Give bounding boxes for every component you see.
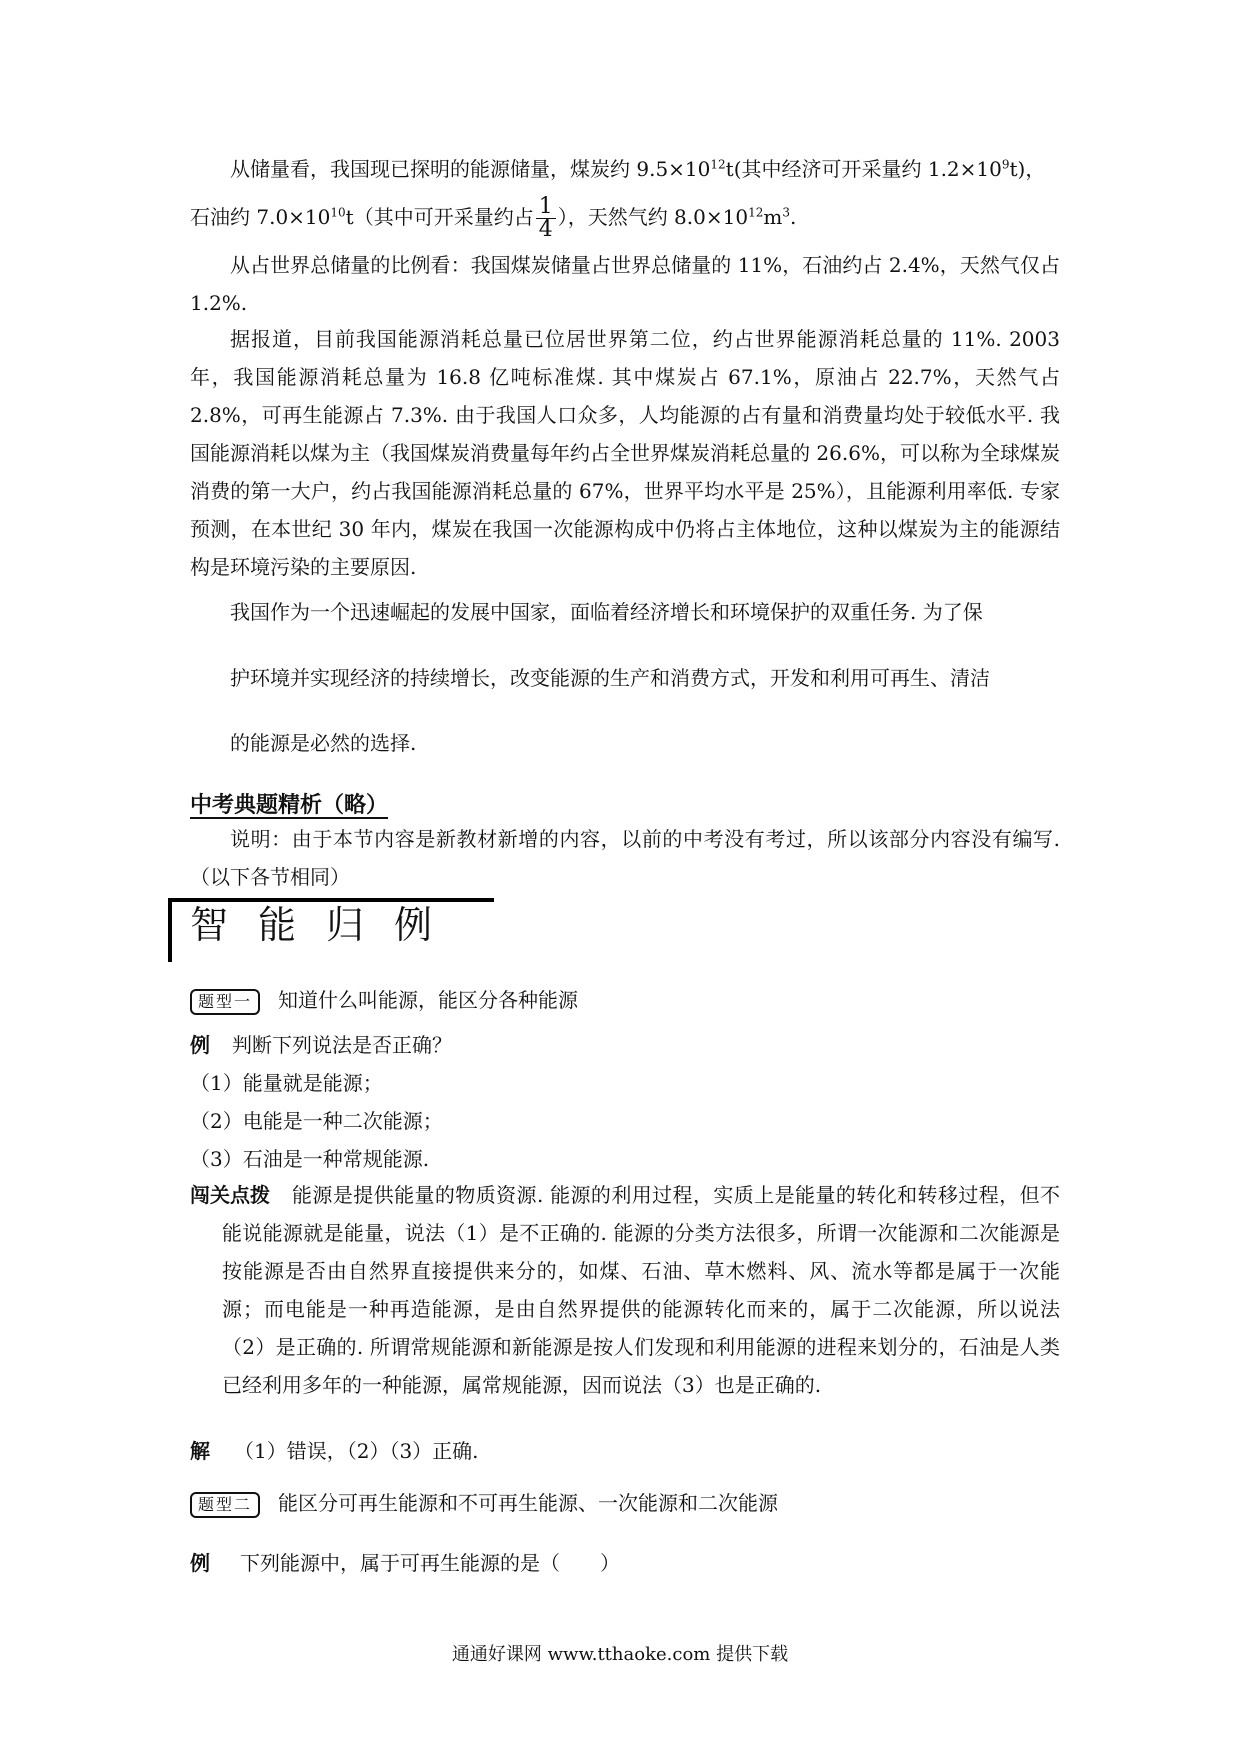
example-item-2: （2）电能是一种二次能源；	[190, 1109, 443, 1133]
solution-text: （1）错误，（2）（3）正确.	[234, 1439, 479, 1463]
conclusion-line-2: 护环境并实现经济的持续增长，改变能源的生产和消费方式，开发和利用可再生、清洁	[230, 666, 990, 690]
reserves-text-1: 从储量看，我国现已探明的能源储量，煤炭约 9.5×10	[230, 157, 711, 181]
question-type-tag: 题型二	[190, 1492, 260, 1518]
section-banner-title: 智能归例	[190, 903, 463, 947]
solution-label: 解	[190, 1439, 210, 1463]
example-1	[190, 1030, 452, 1060]
example-question: 判断下列说法是否正确？	[232, 1033, 452, 1057]
example-item-1: （1）能量就是能源；	[190, 1071, 383, 1095]
world-share-paragraph: 从占世界总储量的比例看：我国煤炭储量占世界总储量的 11%，石油约占 2.4%，天然气仅占 1.2%.	[190, 253, 1060, 315]
example-label: 例	[190, 1033, 210, 1057]
consumption-paragraph: 据报道，目前我国能源消耗总量已位居世界第二位，约占世界能源消耗总量的 11%. 2003年，我国能源消耗总量为 16.8 亿吨标准煤. 其中煤炭占 67.1%，原油占 22.7%，天然气占 2.8%，可再生能源占 7.3%. 由于我国人口众多，人均能源的占有量和消费量均处于较低水平. 我国能源消耗以煤为主（我国煤炭消费量每年约占全世界煤炭消耗总量的 26.6%，可以称为全球煤炭消费的第一大户，约占我国能源消耗总量的 67%，世界平均水平是 25%），且能源利用率低. 专家预测，在本世纪 30 年内，煤炭在我国一次能源构成中仍将占主体地位，这种以煤炭为主的能源结构是环境污染的主要原因.	[190, 327, 1060, 579]
question-type-tag: 题型一	[190, 989, 260, 1015]
footer: 通通好课网 www.tthaoke.com 提供下载	[451, 1644, 789, 1665]
fraction-one-quarter	[536, 196, 556, 241]
conclusion-line-3: 的能源是必然的选择.	[230, 731, 417, 755]
example-item-3: （3）石油是一种常规能源.	[190, 1147, 430, 1171]
example-2	[190, 1548, 620, 1578]
solution	[190, 1436, 479, 1466]
example-label: 例	[190, 1551, 210, 1575]
question-type-2	[190, 1488, 778, 1518]
superscript: 12	[710, 157, 726, 172]
reserves-text-3: t)，	[1009, 157, 1046, 181]
section-title: 中考典题精析（略）	[190, 793, 389, 818]
question-type-text: 知道什么叫能源，能区分各种能源	[278, 988, 579, 1012]
superscript: 10	[330, 205, 346, 220]
example-question: 下列能源中，属于可再生能源的是（ ）	[240, 1551, 620, 1575]
conclusion-line-1: 我国作为一个迅速崛起的发展中国家，面临着经济增长和环境保护的双重任务. 为了保	[230, 600, 983, 624]
note-paragraph: 说明：由于本节内容是新教材新增的内容，以前的中考没有考过，所以该部分内容没有编写.（以下各节相同）	[190, 827, 1060, 889]
fraction-numerator: 1	[536, 196, 556, 219]
superscript: 12	[748, 205, 764, 220]
reserves-paragraph-line2	[190, 196, 1060, 241]
reserves-text-6: ），天然气约 8.0×10	[557, 205, 749, 229]
reserves-text-2: t(其中经济可开采量约 1.2×10	[725, 157, 1002, 181]
hint-text: 能源是提供能量的物质资源. 能源的利用过程，实质上是能量的转化和转移过程，但不能说能源就是能量，说法（1）是不正确的. 能源的分类方法很多，所谓一次能源和二次能源是按能源是否由自然界直接提供来分的，如煤、石油、草木燃料、风、流水等都是属于一次能源；而电能是一种再造能源，是由自然界提供的能源转化而来的，属于二次能源，所以说法（2）是正确的. 所谓常规能源和新能源是按人们发现和利用能源的进程来划分的，石油是人类已经利用多年的一种能源，属常规能源，因而说法（3）也是正确的.	[222, 1183, 1060, 1397]
reserves-text-5: t（其中可开采量约占	[345, 205, 534, 229]
reserves-text-8: .	[789, 205, 797, 229]
superscript: 9	[1001, 157, 1010, 172]
reserves-text-4: 石油约 7.0×10	[190, 205, 331, 229]
question-type-1	[190, 985, 578, 1015]
fraction-denominator: 4	[538, 217, 553, 242]
reserves-text-7: m	[763, 205, 783, 229]
reserves-paragraph	[190, 150, 1060, 188]
hint-label: 闯关点拨	[190, 1183, 270, 1207]
hint-block	[190, 1176, 1060, 1404]
question-type-text: 能区分可再生能源和不可再生能源、一次能源和二次能源	[278, 1491, 779, 1515]
superscript: 3	[782, 205, 790, 220]
